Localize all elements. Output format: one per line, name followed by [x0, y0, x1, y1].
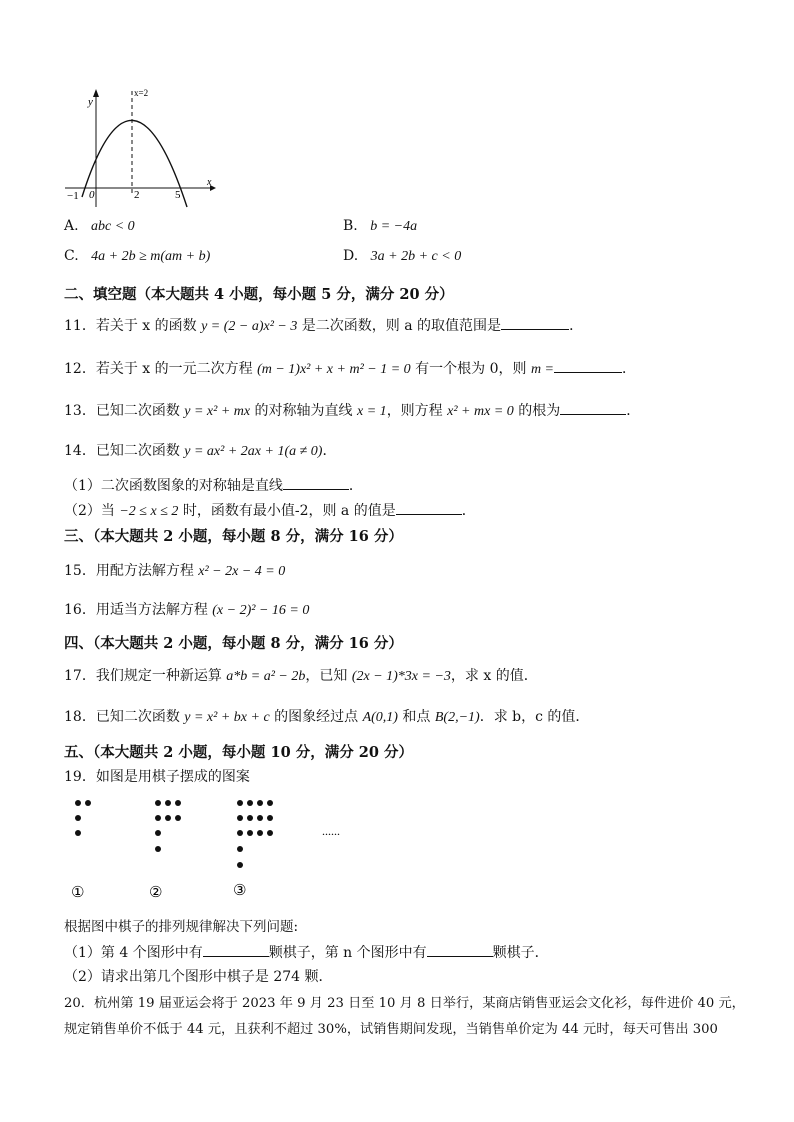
q13-expr-3: x² + mx = 0	[447, 404, 514, 419]
q11-answer-blank[interactable]	[501, 315, 569, 330]
option-b-letter: B.	[343, 218, 358, 234]
q14-1-text: （1）二次函数图象的对称轴是直线	[64, 478, 283, 494]
graph-tick-2: 2	[134, 189, 140, 201]
q18-text: 18．已知二次函数	[64, 709, 185, 725]
q14-2-text: （2）当	[64, 503, 120, 519]
option-b[interactable]	[343, 218, 417, 235]
section-2-heading: 二、填空题（本大题共 4 小题，每小题 5 分，满分 20 分）	[64, 286, 454, 303]
pattern-3	[237, 800, 273, 868]
q11-expr: y = (2 − a)x² − 3	[201, 319, 298, 334]
q18-expr: y = x² + bx + c	[184, 710, 270, 725]
graph-tick-neg1: −1	[67, 190, 79, 202]
q11-text-2: 是二次函数，则 a 的取值范围是	[297, 318, 502, 334]
q14-1-answer-blank[interactable]	[283, 475, 349, 490]
q19-1-text-2: 颗棋子，第 n 个图形中有	[268, 945, 427, 961]
pattern-2	[155, 800, 181, 852]
q14-1-end: ．	[348, 478, 363, 494]
q12-expr: (m − 1)x² + x + m² − 1 = 0	[257, 362, 411, 377]
question-19-stem: 19．如图是用棋子摆成的图案	[64, 769, 250, 785]
pattern-label-3: ③	[233, 881, 247, 899]
pattern-ellipsis: ......	[322, 824, 340, 838]
graph-axis-line-label: x=2	[134, 88, 149, 98]
q13-expr-2: x = 1	[357, 404, 387, 419]
option-d[interactable]	[343, 248, 461, 265]
q11-end: ．	[569, 318, 584, 334]
q19-1-text: （1）第 4 个图形中有	[64, 945, 203, 961]
q17-text: 17．我们规定一种新运算	[64, 668, 227, 684]
question-12	[64, 358, 636, 378]
option-c[interactable]	[64, 248, 210, 265]
question-20-line-1: 20．杭州第 19 届亚运会将于 2023 年 9 月 23 日至 10 月 8 日举行，某商店销售亚运会文化衫，每件进价 40 元，	[64, 996, 745, 1011]
q13-text-3: ，则方程	[386, 403, 448, 419]
q18-expr-2: A(0,1)	[362, 710, 398, 725]
q14-2-answer-blank[interactable]	[396, 500, 462, 515]
q18-text-4: ．求 b，c 的值．	[479, 709, 590, 725]
graph-tick-5: 5	[175, 189, 181, 201]
q14-2-text-2: 时，函数有最小值-2，则 a 的值是	[178, 503, 396, 519]
question-19-intro: 根据图中棋子的排列规律解决下列问题:	[64, 919, 299, 935]
q12-end: ．	[622, 361, 636, 377]
q17-text-2: ，已知	[305, 668, 352, 684]
section-4-heading: 四、（本大题共 2 小题，每小题 8 分，满分 16 分）	[64, 635, 403, 652]
q17-expr: a*b = a² − 2b	[226, 669, 306, 684]
graph-tick-0: 0	[89, 189, 95, 201]
q13-end: ．	[626, 403, 641, 419]
q13-expr: y = x² + mx	[184, 404, 251, 419]
q13-text-2: 的对称轴为直线	[250, 403, 358, 419]
option-c-expr: 4a + 2b ≥ m(am + b)	[91, 249, 211, 264]
q19-1-answer-blank-a[interactable]	[203, 942, 269, 957]
q16-text: 16．用适当方法解方程	[64, 602, 213, 618]
question-11	[64, 315, 583, 335]
option-a-letter: A.	[64, 218, 79, 234]
q13-answer-blank[interactable]	[560, 400, 626, 415]
option-a[interactable]	[64, 218, 135, 235]
question-19-part-1	[64, 942, 549, 962]
q12-text: 12．若关于 x 的一元二次方程	[64, 361, 258, 377]
question-16	[64, 599, 309, 619]
parabola-graph	[60, 85, 220, 210]
graph-y-label: y	[88, 96, 93, 108]
q19-1-end: 颗棋子．	[492, 945, 549, 961]
q18-text-3: 和点	[397, 709, 435, 725]
question-20-line-2: 规定销售单价不低于 44 元，且获利不超过 30%，试销售期间发现，当销售单价定为 44 元时，每天可售出 300	[64, 1022, 718, 1037]
q14-2-end: ．	[461, 503, 476, 519]
q19-1-answer-blank-b[interactable]	[427, 942, 493, 957]
question-14	[64, 440, 336, 460]
q14-expr: y = ax² + 2ax + 1(a ≠ 0)	[184, 444, 323, 459]
q15-text: 15．用配方法解方程	[64, 563, 199, 579]
y-axis-arrow	[93, 89, 99, 97]
q16-expr: (x − 2)² − 16 = 0	[212, 603, 310, 618]
pattern-label-1: ①	[71, 883, 85, 901]
option-c-letter: C.	[64, 248, 79, 264]
question-17	[64, 665, 538, 685]
q17-text-3: ，求 x 的值．	[450, 668, 538, 684]
question-14-part-1	[64, 475, 363, 495]
section-5-heading: 五、（本大题共 2 小题，每小题 10 分，满分 20 分）	[64, 744, 413, 761]
pattern-label-2: ②	[149, 883, 163, 901]
q15-expr: x² − 2x − 4 = 0	[198, 564, 286, 579]
q13-text: 13．已知二次函数	[64, 403, 185, 419]
q18-text-2: 的图象经过点	[269, 709, 363, 725]
question-13	[64, 400, 640, 420]
q14-end: ．	[322, 443, 337, 459]
question-14-part-2	[64, 500, 476, 520]
q12-text-2: 有一个根为 0，则	[410, 361, 531, 377]
option-d-expr: 3a + 2b + c < 0	[370, 249, 462, 264]
q13-text-4: 的根为	[513, 403, 561, 419]
question-19-part-2: （2）请求出第几个图形中棋子是 274 颗．	[64, 969, 333, 985]
option-b-expr: b = −4a	[370, 219, 418, 234]
question-18	[64, 706, 589, 726]
q18-expr-3: B(2,−1)	[434, 710, 480, 725]
q11-text: 11．若关于 x 的函数	[64, 318, 202, 334]
option-d-letter: D.	[343, 248, 359, 264]
graph-x-label: x	[207, 177, 212, 188]
q12-m: m =	[530, 362, 554, 377]
q12-answer-blank[interactable]	[554, 358, 622, 373]
question-15	[64, 560, 285, 580]
pattern-1	[75, 800, 91, 836]
option-a-expr: abc < 0	[91, 219, 135, 234]
q14-2-expr: −2 ≤ x ≤ 2	[119, 504, 179, 519]
q17-expr-2: (2x − 1)*3x = −3	[351, 669, 451, 684]
chess-pattern-figure	[60, 793, 360, 903]
q14-text: 14．已知二次函数	[64, 443, 185, 459]
section-3-heading: 三、（本大题共 2 小题，每小题 8 分，满分 16 分）	[64, 528, 403, 545]
